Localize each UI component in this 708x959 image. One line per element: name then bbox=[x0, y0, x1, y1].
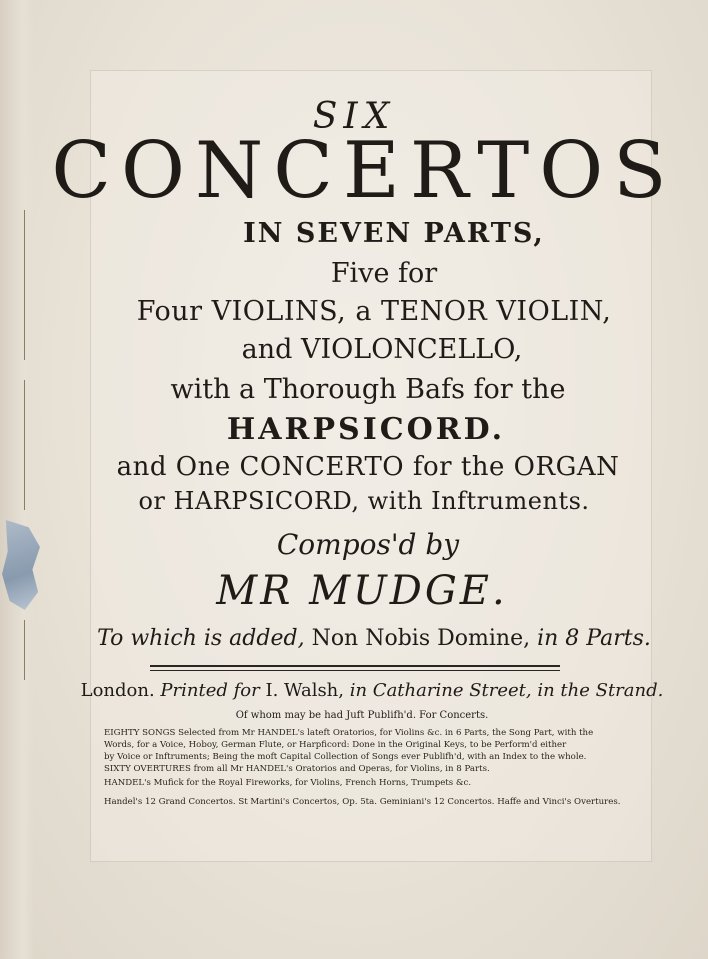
addition-work: Non Nobis Domine, bbox=[311, 626, 531, 651]
addition-prefix: To which is added, bbox=[97, 626, 305, 651]
title-organ-concerto: and One CONCERTO for the ORGAN bbox=[116, 452, 620, 482]
addition-line bbox=[20, 626, 708, 651]
title-instruments: Four VIOLINS, a TENOR VIOLIN, bbox=[136, 296, 612, 327]
binding-stitch bbox=[24, 210, 25, 360]
composed-by: Compos'd by bbox=[276, 528, 460, 561]
title-or-harpsicord: or HARPSICORD, with Inftruments. bbox=[138, 487, 590, 515]
title-parts: IN SEVEN PARTS, bbox=[243, 218, 545, 249]
imprint-printed-for: Printed for bbox=[160, 680, 260, 701]
title-concertos: CONCERTOS bbox=[51, 126, 677, 216]
title-thorough-bass: with a Thorough Bafs for the bbox=[170, 374, 566, 405]
advertisement-line: by Voice or Inftruments; Being the moft Capital Collection of Songs ever Publifh'd, with an Index to the whole. bbox=[104, 752, 587, 762]
advertisement-line: EIGHTY SONGS Selected from Mr HANDEL's lateft Oratorios, for Violins &c. in 6 Parts, the Song Part, with the bbox=[104, 728, 594, 738]
advertisement-line: Handel's 12 Grand Concertos. St Martini's Concertos, Op. 5ta. Geminiani's 12 Concertos. Haffe and Vinci's Overtures. bbox=[104, 797, 621, 807]
advertisement-line: SIXTY OVERTURES from all Mr HANDEL's Oratorios and Operas, for Violins, in 8 Parts. bbox=[104, 764, 490, 774]
imprint-publisher: I. Walsh, bbox=[265, 680, 344, 701]
advertisement-line: Words, for a Voice, Hoboy, German Flute, or Harpficord: Done in the Original Keys, to be Perform'd either bbox=[104, 740, 567, 750]
addition-suffix: in 8 Parts. bbox=[537, 626, 651, 651]
title-violoncello: and VIOLONCELLO, bbox=[241, 334, 523, 365]
imprint-line bbox=[18, 680, 708, 701]
composer-name: MR MUDGE. bbox=[216, 568, 508, 614]
imprint-city: London. bbox=[80, 680, 155, 701]
imprint-street: in Catharine Street, in the Strand. bbox=[349, 680, 664, 701]
advertisement-line: HANDEL's Mufick for the Royal Fireworks, for Violins, French Horns, Trumpets &c. bbox=[104, 778, 472, 788]
title-six: SIX bbox=[312, 96, 396, 137]
title-five-for: Five for bbox=[330, 258, 438, 289]
double-rule bbox=[150, 670, 560, 671]
advertisement-heading: Of whom may be had Juft Publifh'd. For Concerts. bbox=[235, 710, 489, 721]
title-harpsicord: HARPSICORD. bbox=[226, 412, 506, 447]
double-rule bbox=[150, 665, 560, 667]
